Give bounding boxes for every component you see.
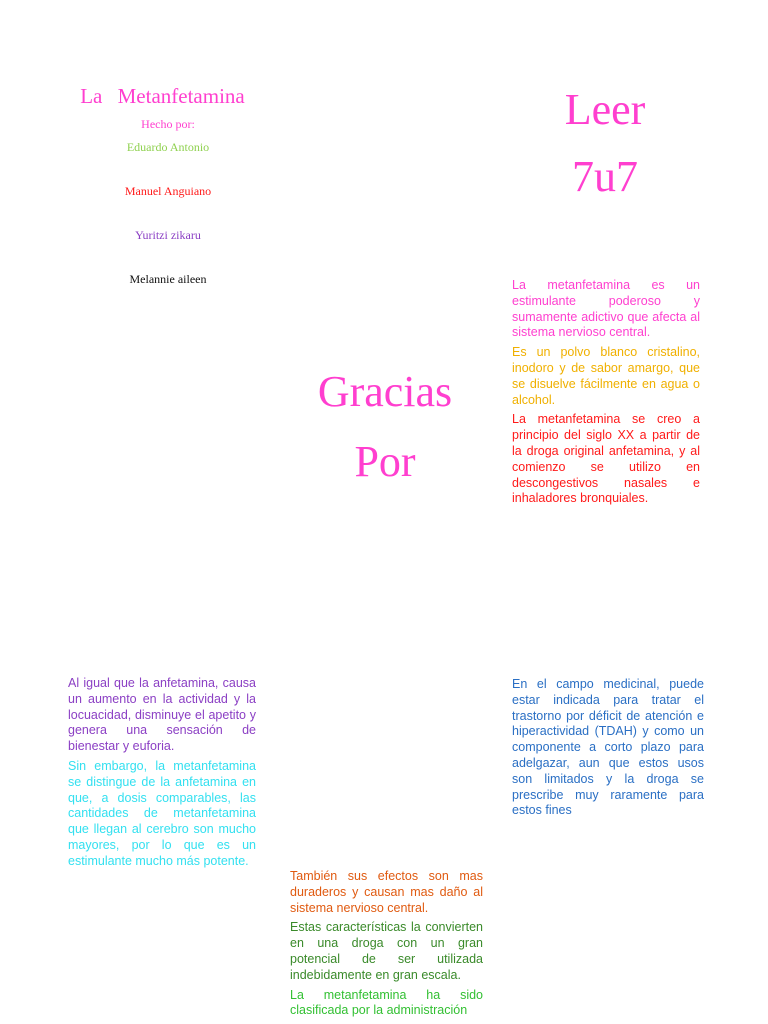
- paragraph: También sus efectos son mas duraderos y causan mas daño al sistema nervioso central.: [290, 869, 483, 915]
- author-name: Yuritzi zikaru: [135, 228, 201, 242]
- headline-word: 7u7: [572, 152, 638, 201]
- info-column-right-bottom: [512, 677, 704, 819]
- info-column-middle-bottom: [290, 869, 483, 1019]
- headline-word: Leer: [564, 85, 646, 134]
- paragraph: Sin embargo, la metanfetamina se distingue de la anfetamina en que, a dosis comparables, las cantidades de metanfetamina que llegan al cerebro son mucho mayores, por lo que es un estimulante mucho más potente.: [68, 758, 256, 868]
- paragraph: Es un polvo blanco cristalino, inodoro y de sabor amargo, que se disuelve fácilmente en agua o alcohol.: [512, 345, 700, 407]
- author-name: Manuel Anguiano: [124, 184, 212, 198]
- author-name: Eduardo Antonio: [126, 140, 210, 154]
- thanks-word: Por: [354, 437, 416, 486]
- paragraph: La metanfetamina ha sido clasificada por la administración: [290, 987, 483, 1018]
- paragraph: La metanfetamina se creo a principio del siglo XX a partir de la droga original anfetamina, y al comienzo se utilizo en descongestivos nasales e inhaladores bronquiales.: [512, 412, 700, 506]
- paragraph: En el campo medicinal, puede estar indicada para tratar el trastorno por déficit de atención e hiperactividad (TDAH) y como un componente a corto plazo para adelgazar, aun que estos usos son limitados y la droga se prescribe muy raramente para estos fines: [512, 677, 704, 818]
- paragraph: Estas características la convierten en una droga con un gran potencial de ser utilizada indebidamente en gran escala.: [290, 920, 483, 982]
- thanks-word: Gracias: [317, 367, 453, 416]
- paragraph: La metanfetamina es un estimulante poderoso y sumamente adictivo que afecta al sistema nervioso central.: [512, 278, 700, 340]
- document-title: La Metanfetamina: [80, 84, 245, 108]
- paragraph: Al igual que la anfetamina, causa un aumento en la actividad y la locuacidad, disminuye el apetito y genera una sensación de bienestar y euforia.: [68, 676, 256, 754]
- info-column-right-top: [512, 278, 700, 507]
- made-by-label: Hecho por:: [141, 117, 195, 131]
- author-name: Melannie aileen: [129, 272, 207, 286]
- info-column-left-bottom: [68, 676, 256, 870]
